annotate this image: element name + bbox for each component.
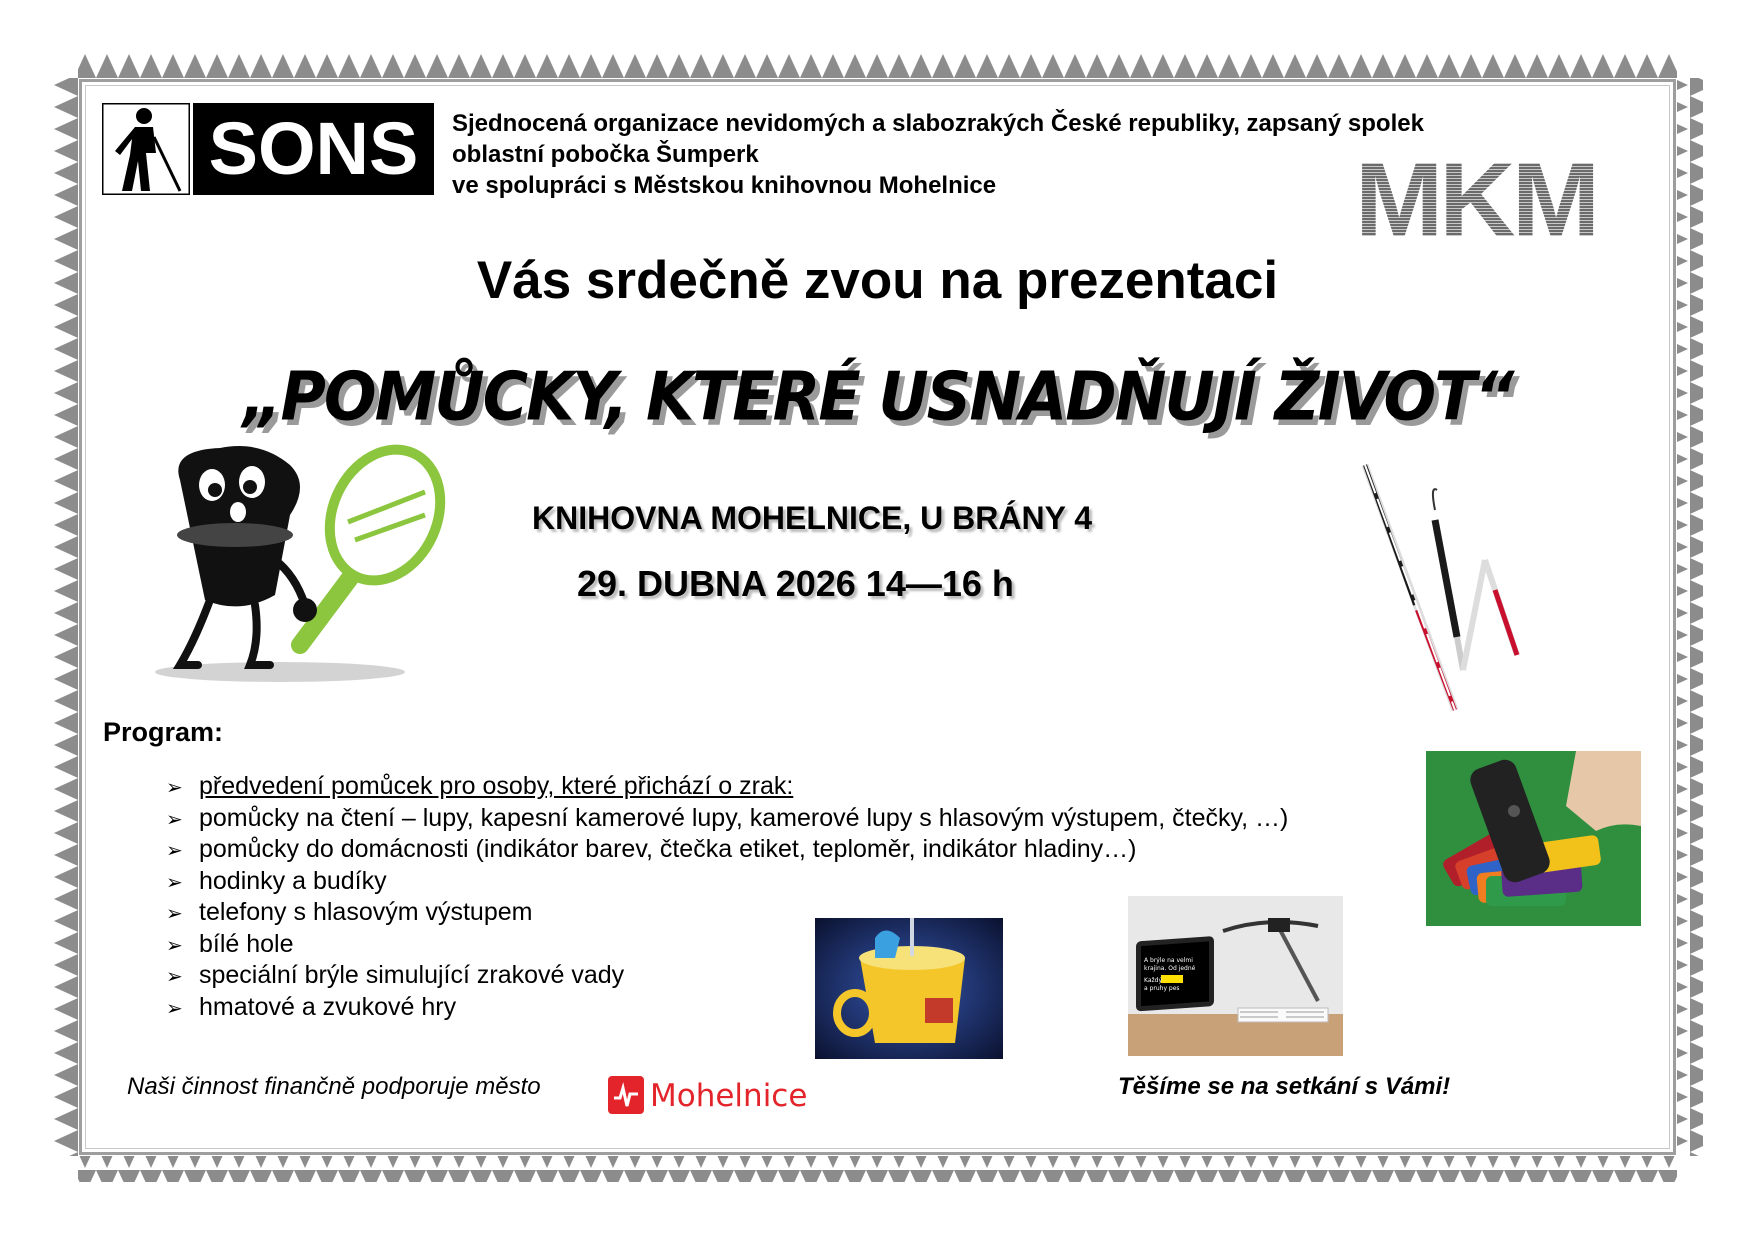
list-item-text: hmatové a zvukové hry <box>199 992 457 1021</box>
svg-text:A brýle na velmi: A brýle na velmi <box>1144 957 1193 964</box>
list-item <box>166 897 1288 929</box>
closing-text: Těšíme se na setkání s Vámi! <box>1118 1073 1451 1100</box>
svg-text:a pruhy pes: a pruhy pes <box>1144 985 1180 992</box>
arrow-bullet-icon: ➢ <box>166 997 183 1020</box>
list-item <box>166 992 1288 1024</box>
svg-text:Každý: Každý <box>1144 977 1163 984</box>
event-place: KNIHOVNA MOHELNICE, U BRÁNY 4 <box>532 500 1093 536</box>
arrow-bullet-icon: ➢ <box>166 777 183 799</box>
arrow-bullet-icon: ➢ <box>166 966 183 988</box>
header-line-3: ve spolupráci s Městskou knihovnou Mohelnice <box>452 172 997 199</box>
program-label: Program: <box>103 717 224 747</box>
organizer-header <box>452 108 1424 201</box>
arrow-bullet-icon: ➢ <box>166 934 183 957</box>
mohelnice-wordmark: Mohelnice <box>650 1078 808 1114</box>
list-item-text: pomůcky do domácnosti (indikátor barev, čtečka etiket, teploměr, indikátor hladiny…) <box>199 835 1137 863</box>
list-item <box>166 866 1288 898</box>
magnifier-character-illustration <box>150 440 460 685</box>
list-item-text: předvedení pomůcek pro osoby, které přichází o zrak: <box>199 772 794 800</box>
arrow-bullet-icon: ➢ <box>166 840 183 862</box>
camera-magnifier-photo <box>1128 896 1343 1056</box>
header-line-2: oblastní pobočka Šumperk <box>452 141 759 168</box>
list-item-text: speciální brýle simulující zrakové vady <box>199 961 625 989</box>
sons-logo <box>102 103 434 195</box>
list-item-text: bílé hole <box>199 929 294 958</box>
blind-person-icon <box>102 103 190 195</box>
list-item <box>166 929 1288 961</box>
list-item-text: telefony s hlasovým výstupem <box>199 898 533 926</box>
mohelnice-emblem-icon <box>608 1076 644 1114</box>
event-title: „POMŮCKY, KTERÉ USNADŇUJÍ ŽIVOT“ <box>242 357 1513 436</box>
list-item <box>166 834 1288 866</box>
svg-text:krajina. Od jedné: krajina. Od jedné <box>1144 965 1196 972</box>
event-date: 29. DUBNA 2026 14—16 h <box>577 563 1014 604</box>
arrow-bullet-icon: ➢ <box>166 903 183 925</box>
arrow-bullet-icon: ➢ <box>166 871 183 894</box>
arrow-bullet-icon: ➢ <box>166 808 183 831</box>
support-text: Naši činnost finančně podporuje město <box>127 1073 541 1100</box>
color-indicator-photo <box>1426 751 1641 926</box>
list-item <box>166 803 1288 835</box>
white-canes-illustration <box>1345 455 1545 720</box>
header-line-1: Sjednocená organizace nevidomých a slabozrakých České republiky, zapsaný spolek <box>452 110 1424 137</box>
mkm-logo: MKM <box>1355 150 1615 250</box>
list-item-text: pomůcky na čtení – lupy, kapesní kamerové lupy, kamerové lupy s hlasovým výstupem, čtečky, …) <box>199 803 1289 832</box>
level-indicator-mug-photo <box>815 918 1003 1059</box>
program-list <box>166 771 1288 1023</box>
sons-wordmark: SONS <box>193 103 434 195</box>
list-item-text: hodinky a budíky <box>199 866 387 895</box>
list-item <box>166 960 1288 992</box>
list-item <box>166 771 1288 803</box>
invite-heading: Vás srdečně zvou na prezentaci <box>476 251 1279 310</box>
